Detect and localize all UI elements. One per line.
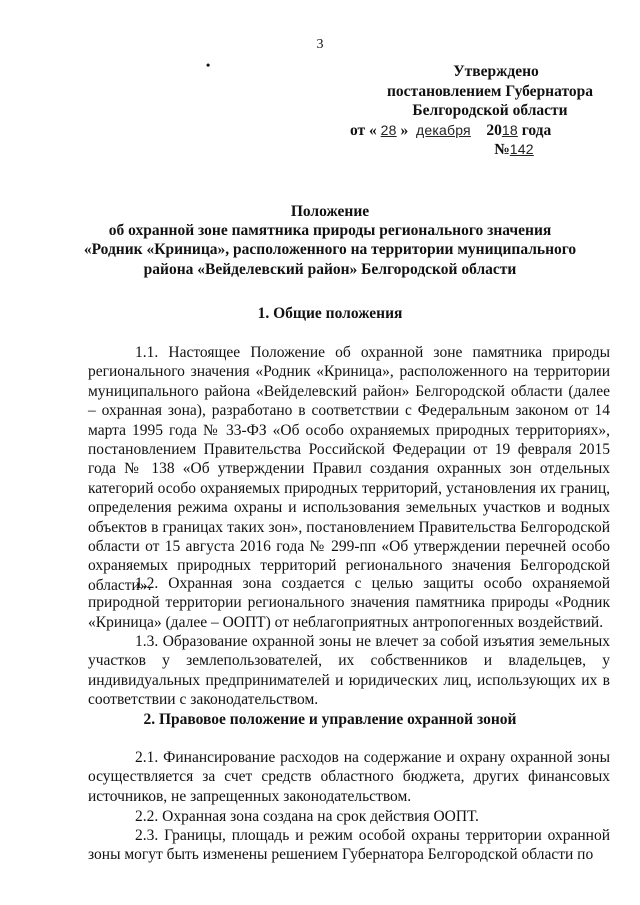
title-line-4: района «Вейделевский район» Белгородской области xyxy=(143,260,517,278)
title-line-2: об охранной зоне памятника природы регионального значения xyxy=(108,222,552,240)
title-line-1: Положение xyxy=(290,203,370,220)
approval-line-3: Белгородской области xyxy=(412,102,568,119)
paragraph-1-1: 1.1. Настоящее Положение об охранной зоне памятника природы регионального значения «Родник «Криница», расположенного на территории муниципального района «Вейделевский район» Белгородской области (далее – охранная зона), разработано в соответствии с Федеральным законом от 14 марта 1995 года № 33-ФЗ «Об особо охраняемых природных территориях», постановлением Правительства Российской Федерации от 19 февраля 2015 года № 138 «Об утверждении Правил создания охранных зон отдельных категорий особо охраняемых природных территорий, установления их границ, определения режима охраны и использования земельных участков и водных объектов в границах таких зон», постановлением Правительства Белгородской области от 15 августа 2016 года № 299-пп «Об утверждении перечней особо охраняемых природных территорий регионального значения Белгородской области». xyxy=(88,344,610,594)
date-month: декабря xyxy=(416,121,471,138)
approval-number xyxy=(398,140,630,160)
paragraph-1-3: 1.3. Образование охранной зоны не влечет за собой изъятия земельных участков у землепользователей, их собственников и владельцев, у индивидуальных предпринимателей и юридических лиц, использующих их в соответствии с законодательством. xyxy=(88,633,610,709)
paragraph-2-3: 2.3. Границы, площадь и режим особой охраны территории охранной зоны могут быть изменены решением Губернатора Белгородской области по xyxy=(88,827,610,864)
number-prefix: № xyxy=(494,141,510,158)
date-day: 28 xyxy=(380,121,397,138)
approval-line-2: постановлением Губернатора xyxy=(387,82,593,100)
paragraph-2-2: 2.2. Охранная зона создана на срок действия ООПТ. xyxy=(135,808,479,825)
date-year-prefix: 20 xyxy=(486,121,502,139)
title-line-3: «Родник «Криница», расположенного на территории муниципального xyxy=(83,241,577,259)
date-year: 18 xyxy=(501,121,518,138)
scan-mark: • xyxy=(206,58,211,72)
date-prefix: от « xyxy=(350,121,377,139)
approval-date xyxy=(350,121,630,141)
document-title xyxy=(60,202,600,279)
approval-stamp xyxy=(350,62,630,160)
paragraph-2-1: 2.1. Финансирование расходов на содержание и охрану охранной зоны осуществляется за счет средств областного бюджета, других финансовых источников, не запрещенных законодательством. xyxy=(88,749,610,805)
date-suffix: года xyxy=(521,121,552,139)
number-value: 142 xyxy=(509,141,534,157)
date-mid: » xyxy=(400,121,409,139)
section-2-heading: 2. Правовое положение и управление охранной зоной xyxy=(143,711,517,728)
page-number: 3 xyxy=(316,37,324,52)
approval-line-1: Утверждено xyxy=(453,63,539,80)
paragraph-1-2: 1.2. Охранная зона создается с целью защиты особо охраняемой природной территории регионального значения памятника природы «Родник «Криница» (далее – ООПТ) от неблагоприятных антропогенных воздействий. xyxy=(88,575,610,631)
section-1-heading: 1. Общие положения xyxy=(257,305,403,322)
